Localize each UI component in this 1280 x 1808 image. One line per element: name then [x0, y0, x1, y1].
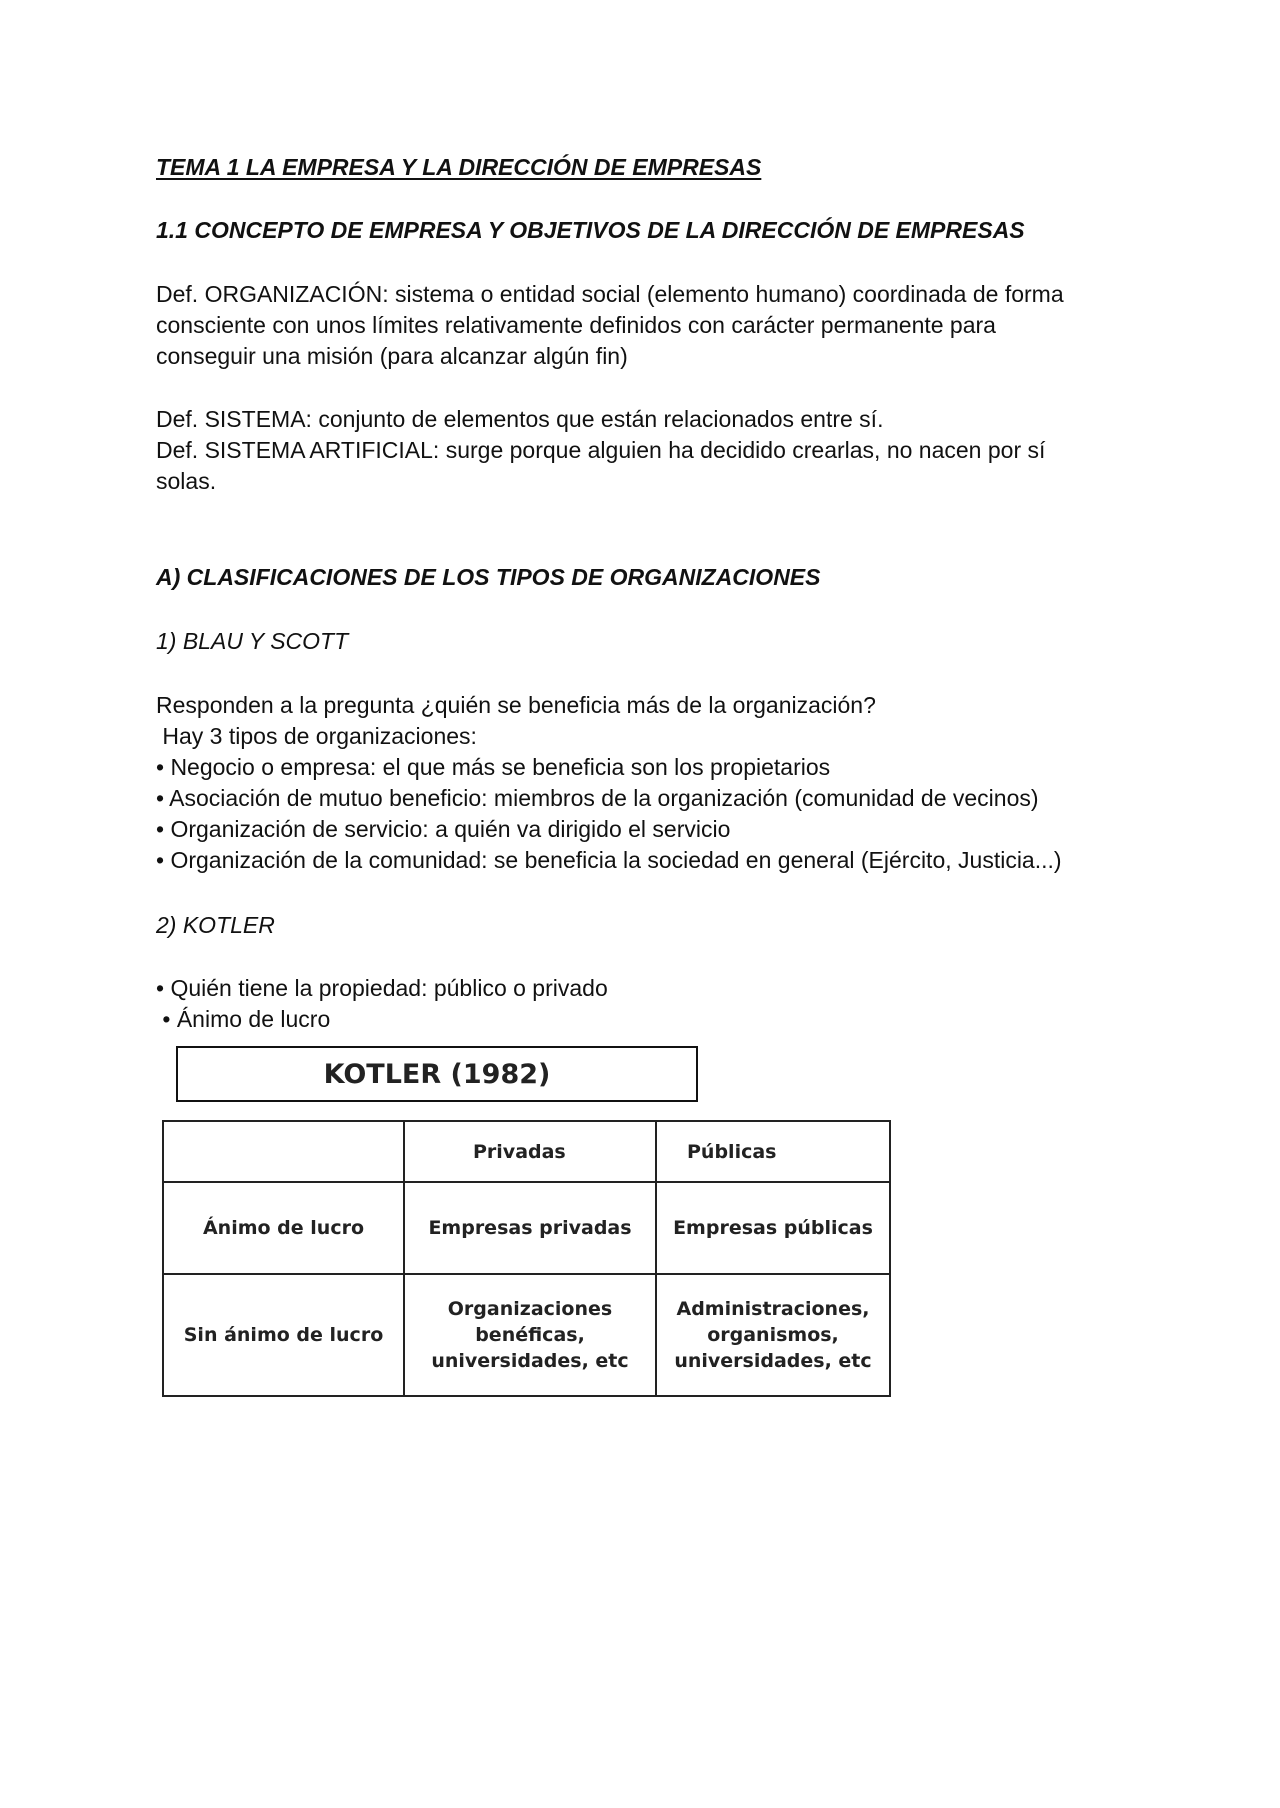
- section-heading-a: A) CLASIFICACIONES DE LOS TIPOS DE ORGANIZACIONES: [156, 564, 821, 590]
- blau-scott-paragraph: [156, 690, 1062, 876]
- table-cell: [404, 1274, 656, 1396]
- document-title: TEMA 1 LA EMPRESA Y LA DIRECCIÓN DE EMPRESAS: [156, 154, 762, 180]
- table-header-row: [163, 1121, 890, 1182]
- table-row: [163, 1274, 890, 1396]
- list-item: • Organización de la comunidad: se beneficia la sociedad en general (Ejército, Justicia...): [156, 847, 1062, 873]
- kotler-table: [162, 1120, 891, 1397]
- cell-line: universidades, etc: [431, 1350, 629, 1372]
- subheading-kotler: 2) KOTLER: [156, 912, 275, 938]
- kotler-table-title: KOTLER (1982): [323, 1058, 551, 1090]
- text-line: Def. ORGANIZACIÓN: sistema o entidad social (elemento humano) coordinada de forma: [156, 281, 1064, 307]
- table-cell: Empresas privadas: [404, 1182, 656, 1274]
- cell-line: Organizaciones: [447, 1298, 613, 1320]
- list-item: • Organización de servicio: a quién va dirigido el servicio: [156, 816, 731, 842]
- cell-line: Administraciones,: [676, 1298, 870, 1320]
- text-line: solas.: [156, 468, 217, 494]
- text-line: Def. SISTEMA: conjunto de elementos que están relacionados entre sí.: [156, 406, 884, 432]
- definition-organizacion: [156, 279, 1064, 372]
- definition-sistema: [156, 404, 1045, 497]
- text-line: Def. SISTEMA ARTIFICIAL: surge porque alguien ha decidido crearlas, no nacen por sí: [156, 437, 1046, 463]
- list-item: • Ánimo de lucro: [156, 1006, 331, 1032]
- subheading-blau-scott: 1) BLAU Y SCOTT: [156, 628, 349, 654]
- table-cell-privadas: Privadas: [404, 1121, 656, 1182]
- table-cell-publicas: Públicas: [656, 1121, 890, 1182]
- table-row: [163, 1182, 890, 1274]
- table-cell: Sin ánimo de lucro: [163, 1274, 404, 1396]
- table-cell: Empresas públicas: [656, 1182, 890, 1274]
- cell-line: benéficas,: [475, 1324, 585, 1346]
- cell-line: universidades, etc: [674, 1350, 872, 1372]
- text-line: Responden a la pregunta ¿quién se beneficia más de la organización?: [156, 692, 876, 718]
- cell-line: organismos,: [707, 1324, 839, 1346]
- table-cell: [163, 1121, 404, 1182]
- list-item: • Asociación de mutuo beneficio: miembros de la organización (comunidad de vecinos): [156, 785, 1039, 811]
- table-cell: Ánimo de lucro: [163, 1182, 404, 1274]
- text-line: conseguir una misión (para alcanzar algún fin): [156, 343, 628, 369]
- list-item: • Negocio o empresa: el que más se beneficia son los propietarios: [156, 754, 831, 780]
- section-heading-1-1: 1.1 CONCEPTO DE EMPRESA Y OBJETIVOS DE LA DIRECCIÓN DE EMPRESAS: [156, 217, 1025, 243]
- kotler-table-title-box: [176, 1046, 698, 1102]
- text-line: Hay 3 tipos de organizaciones:: [156, 723, 477, 749]
- list-item: • Quién tiene la propiedad: público o privado: [156, 975, 608, 1001]
- kotler-bullets: [156, 973, 608, 1035]
- text-line: consciente con unos límites relativamente definidos con carácter permanente para: [156, 312, 996, 338]
- table-cell: [656, 1274, 890, 1396]
